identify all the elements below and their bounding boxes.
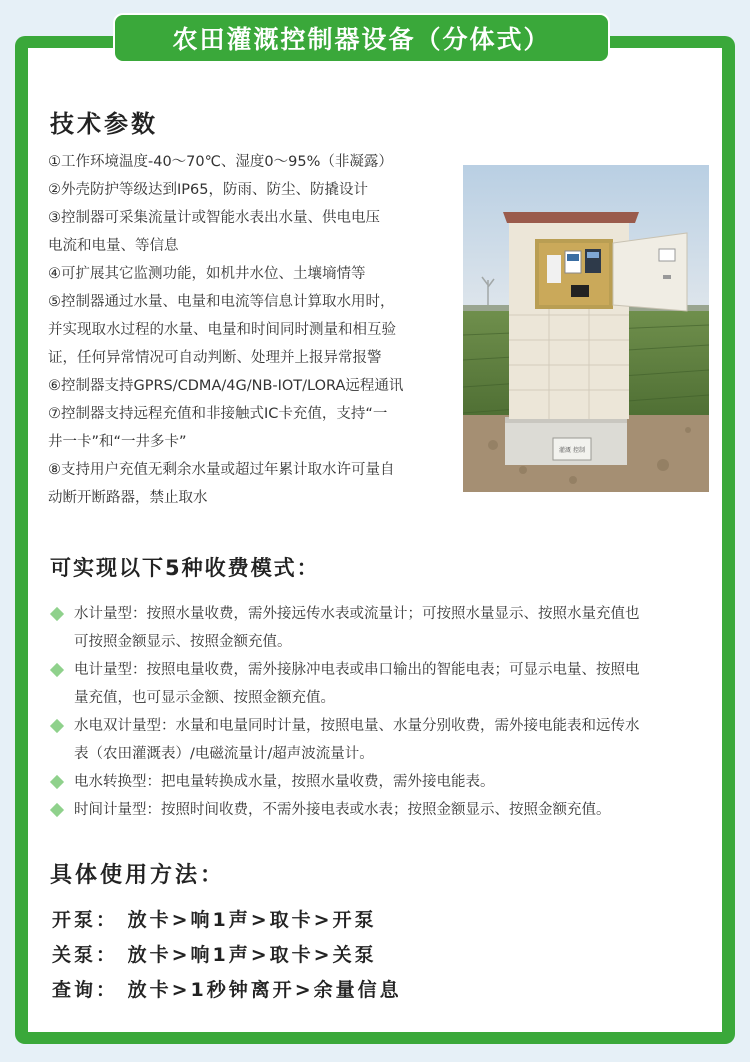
list-item-text: 电计量型：按照电量收费，需外接脉冲电表或串口输出的智能电表；可显示电量、按照电 — [74, 662, 640, 678]
modes-list — [50, 600, 700, 824]
list-item — [50, 712, 700, 740]
spec-line: 电流和电量、等信息 — [48, 238, 179, 254]
list-item-text: 可按照金额显示、按照金额充值。 — [74, 634, 292, 650]
spec-line: 井一卡”和“一井多卡” — [48, 434, 187, 450]
controller-cabinet-photo — [463, 165, 709, 492]
diamond-bullet-icon — [50, 719, 64, 733]
list-item — [50, 656, 700, 684]
spec-line: ①工作环境温度-40～70℃、湿度0～95%（非凝露） — [48, 154, 393, 170]
spec-line: 动断开断路器，禁止取水 — [48, 490, 208, 506]
spec-line: ③控制器可采集流量计或智能水表出水量、供电电压 — [48, 210, 380, 226]
spec-line: ⑤控制器通过水量、电量和电流等信息计算取水用时， — [48, 294, 395, 310]
spec-line: ⑥控制器支持GPRS/CDMA/4G/NB-IOT/LORA远程通讯 — [48, 378, 404, 394]
diamond-bullet-icon — [50, 803, 64, 817]
list-item-text: 表（农田灌溉表）/电磁流量计/超声波流量计。 — [74, 746, 374, 762]
specs-heading: 技术参数 — [50, 110, 158, 138]
list-item — [50, 768, 700, 796]
list-item-continuation — [50, 740, 700, 768]
cabinet-plaque-text: 灌溉 控制 — [559, 447, 585, 454]
list-item-text: 水电双计量型：水量和电量同时计量，按照电量、水量分别收费，需外接电能表和远传水 — [74, 718, 640, 734]
usage-step-query: 查询： 放卡>1秒钟离开>余量信息 — [52, 979, 402, 1001]
spec-line: ⑦控制器支持远程充值和非接触式IC卡充值，支持“一 — [48, 406, 388, 422]
list-item-text: 量充值，也可显示金额、按照金额充值。 — [74, 690, 335, 706]
spec-line: 证，任何异常情况可自动判断、处理并上报异常报警 — [48, 350, 382, 366]
usage-step-close-pump: 关泵： 放卡>响1声>取卡>关泵 — [52, 944, 377, 966]
diamond-bullet-icon — [50, 607, 64, 621]
list-item — [50, 796, 700, 824]
list-item — [50, 600, 700, 628]
list-item-text: 电水转换型：把电量转换成水量，按照水量收费，需外接电能表。 — [74, 774, 495, 790]
list-item-continuation — [50, 684, 700, 712]
spec-line: ②外壳防护等级达到IP65，防雨、防尘、防撬设计 — [48, 182, 368, 198]
specs-list — [48, 148, 448, 512]
spec-line: 并实现取水过程的水量、电量和时间同时测量和相互验 — [48, 322, 396, 338]
usage-step-open-pump: 开泵： 放卡>响1声>取卡>开泵 — [52, 909, 377, 931]
spec-line: ⑧支持用户充值无剩余水量或超过年累计取水许可量自 — [48, 462, 395, 478]
modes-heading: 可实现以下5种收费模式： — [50, 556, 320, 580]
usage-heading: 具体使用方法： — [50, 863, 226, 888]
list-item-continuation — [50, 628, 700, 656]
diamond-bullet-icon — [50, 663, 64, 677]
diamond-bullet-icon — [50, 775, 64, 789]
list-item-text: 水计量型：按照水量收费，需外接远传水表或流量计；可按照水量显示、按照水量充值也 — [74, 606, 640, 622]
page-title: 农田灌溉控制器设备（分体式） — [113, 13, 610, 63]
spec-line: ④可扩展其它监测功能，如机井水位、土壤墒情等 — [48, 266, 366, 282]
list-item-text: 时间计量型：按照时间收费，不需外接电表或水表；按照金额显示、按照金额充值。 — [74, 802, 611, 818]
